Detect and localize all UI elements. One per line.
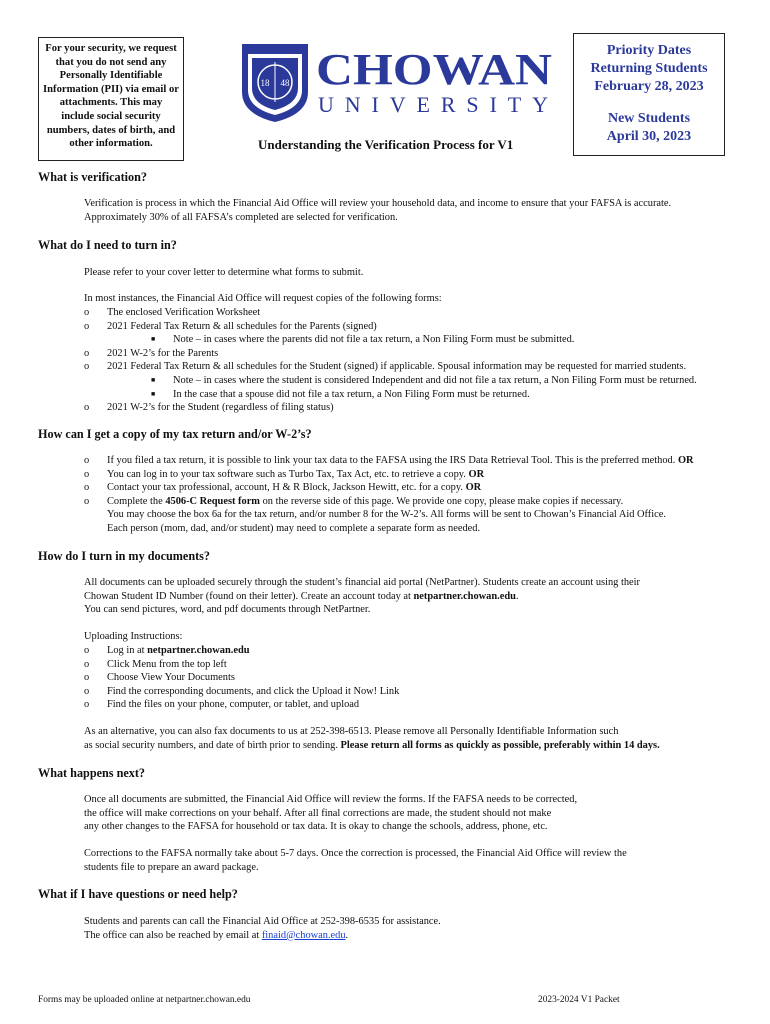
priority-dates-box [573, 33, 725, 156]
list-item: o Contact your tax professional, account, H & R Block, Jackson Hewitt, etc. for a copy. OR [84, 482, 482, 494]
document-title: Understanding the Verification Process for V1 [258, 137, 514, 152]
section-heading-help: What if I have questions or need help? [38, 887, 238, 901]
list-subitem: ■ In the case that a spouse did not file a tax return, a Non Filing Form must be returned. [151, 388, 530, 400]
list-subitem: ■ Note – in cases where the student is considered Independent and did not file a tax return, a Non Filing Form must be returned. [151, 374, 697, 386]
university-seal-icon [238, 42, 556, 124]
returning-students-date: February 28, 2023 [594, 79, 704, 94]
logo-subword: UNIVERSITY [318, 92, 548, 117]
list-item-continued: You may choose the box 6a for the tax return, and/or number 8 for the W-2’s. All forms will be sent to Chowan’s Financial Aid Office. [107, 509, 666, 521]
help-text: Students and parents can call the Financial Aid Office at 252-398-6535 for assistance. The office can also be reached by email at finaid@chowan.edu. [84, 916, 441, 941]
list-item: o Choose View Your Documents [84, 672, 235, 684]
forms-lead-text: In most instances, the Financial Aid Office will request copies of the following forms: [84, 293, 442, 304]
footer-upload-note: Forms may be uploaded online at netpartner.chowan.edu [38, 995, 251, 1005]
footer-packet-label: 2023-2024 V1 Packet [538, 995, 620, 1005]
list-item: o You can log in to your tax software such as Turbo Tax, Tax Act, etc. to retrieve a copy. OR [84, 468, 485, 480]
tax-copy-list [84, 454, 764, 536]
list-item: o 2021 W-2’s for the Parents [84, 347, 219, 359]
list-item: o Click Menu from the top left [84, 658, 227, 670]
corrections-text: Corrections to the FAFSA normally take about 5-7 days. Once the correction is processed, the Financial Aid Office will review the students file to prepare an award package. [84, 848, 627, 873]
verification-text [84, 197, 671, 224]
list-item: o Find the files on your phone, computer, or tablet, and upload [84, 699, 360, 711]
list-item: o Find the corresponding documents, and click the Upload it Now! Link [84, 685, 400, 697]
upload-instructions-heading: Uploading Instructions: [84, 631, 183, 642]
new-students-label: New Students [607, 111, 691, 126]
list-subitem: ■ Note – in cases where the parents did not file a tax return, a Non Filing Form must be submitted. [151, 334, 575, 346]
email-link[interactable]: finaid@chowan.edu [261, 929, 346, 941]
list-item: o The enclosed Verification Worksheet [84, 307, 261, 318]
fax-text: As an alternative, you can also fax documents to us at 252-398-6513. Please remove all Personally Identifiable Information such as social security numbers, and date of birth prior to sending. Please return all forms as quickly as possible, preferably within 14 days. [84, 726, 660, 751]
chowan-logo [238, 42, 556, 124]
paragraph-line: Approximately 30% of all FAFSA’s completed are selected for verification. [84, 211, 398, 223]
security-notice: For your security, we request that you do not send any Personally Identifiable Information (PII) via email or attachments. This may include social security numbers, dates of birth, and other information. [38, 37, 184, 161]
priority-heading: Priority Dates [606, 43, 692, 58]
list-item: o If you filed a tax return, it is possible to link your tax data to the FAFSA using the IRS Data Retrieval Tool. This is the preferred method. OR [84, 455, 694, 466]
returning-students-label: Returning Students [590, 61, 708, 76]
cover-letter-text: Please refer to your cover letter to determine what forms to submit. [84, 267, 364, 278]
section-heading-verification: What is verification? [38, 170, 147, 184]
section-heading-next: What happens next? [38, 766, 146, 780]
next-text: Once all documents are submitted, the Financial Aid Office will review the forms. If the FAFSA needs to be corrected, the office will make corrections on your behalf. After all final corrections are made, the student should not make any other changes to the FAFSA for household or tax data. It is okay to change the schools, address, phone, etc. [84, 794, 578, 833]
section-heading-turn-in: What do I need to turn in? [38, 238, 177, 252]
list-item: o 2021 W-2’s for the Student (regardless of filing status) [84, 402, 334, 414]
list-item: o 2021 Federal Tax Return & all schedules for the Parents (signed) [84, 320, 377, 332]
logo-wordmark: CHOWAN [316, 45, 553, 94]
list-item: o Complete the 4506-C Request form on the reverse side of this page. We provide one copy, please make copies if necessary. [84, 495, 624, 507]
upload-steps-list [84, 644, 684, 712]
seal-year-left: 18 [260, 78, 270, 88]
section-heading-tax-copy: How can I get a copy of my tax return and/or W-2’s? [38, 427, 312, 441]
section-heading-turn-in-docs: How do I turn in my documents? [38, 549, 210, 563]
netpartner-text: All documents can be uploaded securely through the student’s financial aid portal (NetPartner). Students create an account using their Chowan Student ID Number (found on their letter). Create an account today at netpartner.chowan.edu. You can send pictures, word, and pdf documents through NetPartner. [84, 577, 641, 616]
list-item: o Log in at netpartner.chowan.edu [84, 645, 250, 656]
forms-list [84, 306, 764, 415]
paragraph-line: Verification is process in which the Financial Aid Office will review your household data, and income to ensure that your FAFSA is accurate. [84, 198, 672, 209]
new-students-date: April 30, 2023 [606, 129, 692, 144]
seal-year-right: 48 [280, 78, 290, 88]
list-item: o 2021 Federal Tax Return & all schedules for the Student (signed) if applicable. Spousal information may be requested for married students. [84, 361, 687, 373]
list-item-continued: Each person (mom, dad, and/or student) may need to complete a separate form as needed. [107, 522, 481, 534]
